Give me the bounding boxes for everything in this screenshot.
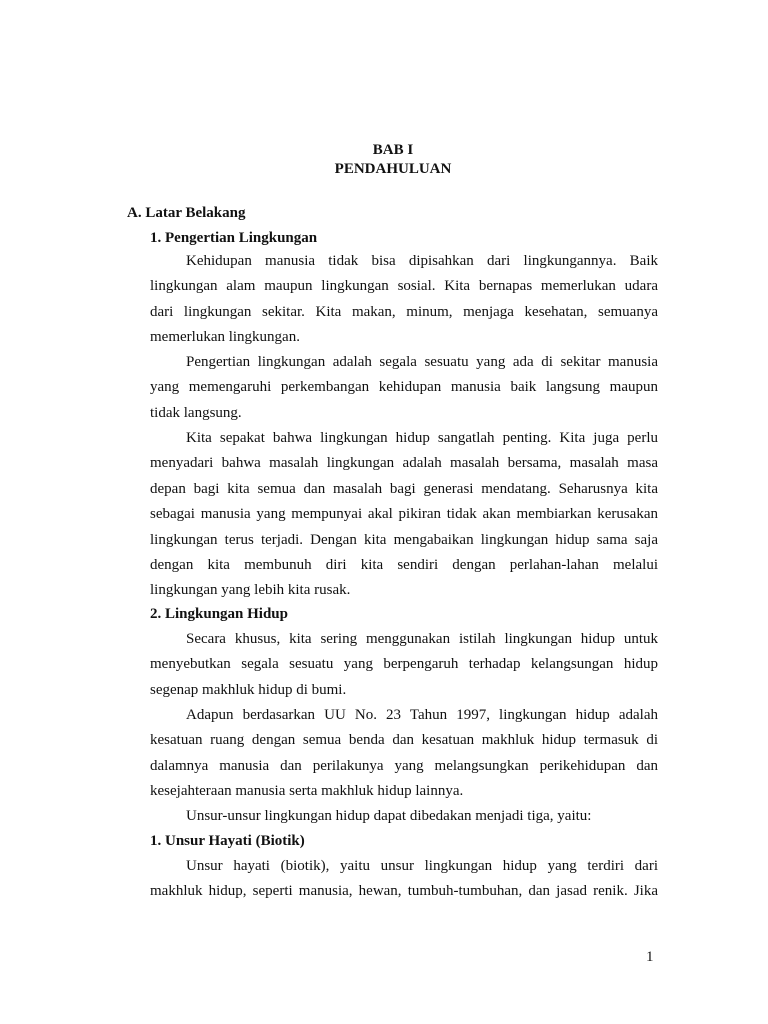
- text-line: lingkungan yang lebih kita rusak.: [150, 582, 351, 599]
- text-line: Kehidupan manusia tidak bisa dipisahkan dari lingkungannya. Baik: [186, 253, 658, 269]
- chapter-heading: [0, 141, 768, 179]
- paragraph: [150, 426, 658, 604]
- page-number: 1: [646, 949, 654, 965]
- paragraph: [150, 703, 658, 805]
- text-line: Unsur hayati (biotik), yaitu unsur lingkungan hidup yang terdiri dari: [186, 858, 658, 874]
- text-line: segenap makhluk hidup di bumi.: [150, 681, 347, 698]
- paragraph: [150, 804, 658, 829]
- text-line: menyebutkan segala sesuatu yang berpengaruh terhadap kelangsungan hidup: [150, 656, 658, 673]
- subsection-heading: 2. Lingkungan Hidup: [150, 606, 288, 622]
- text-line: makhluk hidup, seperti manusia, hewan, tumbuh-tumbuhan, dan jasad renik. Jika: [150, 883, 658, 900]
- text-line: dari lingkungan sekitar. Kita makan, minum, menjaga kesehatan, semuanya: [150, 303, 658, 320]
- text-line: yang memengaruhi perkembangan kehidupan manusia baik langsung maupun: [150, 379, 658, 396]
- text-line: lingkungan terus terjadi. Dengan kita mengabaikan lingkungan hidup sama saja: [150, 531, 658, 548]
- text-line: memerlukan lingkungan.: [150, 329, 300, 346]
- chapter-number: BAB I: [372, 142, 414, 158]
- text-line: Pengertian lingkungan adalah segala sesuatu yang ada di sekitar manusia: [186, 354, 658, 370]
- text-line: sebagai manusia yang mempunyai akal pikiran tidak akan membiarkan kerusakan: [150, 506, 658, 523]
- text-line: kesatuan ruang dengan semua benda dan kesatuan makhluk hidup termasuk di: [150, 732, 658, 749]
- text-line: depan bagi kita semua dan masalah bagi generasi mendatang. Seharusnya kita: [150, 480, 658, 497]
- chapter-title: PENDAHULUAN: [334, 161, 452, 177]
- text-line: Unsur-unsur lingkungan hidup dapat dibedakan menjadi tiga, yaitu:: [186, 808, 592, 824]
- text-line: lingkungan alam maupun lingkungan sosial. Kita bernapas memerlukan udara: [150, 278, 658, 295]
- section-heading: A. Latar Belakang: [127, 205, 246, 221]
- subsection-heading: 1. Unsur Hayati (Biotik): [150, 833, 305, 849]
- text-line: dalamnya manusia dan perilakunya yang melangsungkan perikehidupan dan: [150, 757, 658, 774]
- text-line: kesejahteraan manusia serta makhluk hidup lainnya.: [150, 783, 464, 800]
- paragraph: [150, 249, 658, 351]
- text-line: Kita sepakat bahwa lingkungan hidup sangatlah penting. Kita juga perlu: [186, 430, 658, 446]
- paragraph: [150, 350, 658, 426]
- subsection-heading: 1. Pengertian Lingkungan: [150, 230, 318, 246]
- paragraph: [150, 854, 658, 905]
- text-line: tidak langsung.: [150, 404, 242, 421]
- text-line: Adapun berdasarkan UU No. 23 Tahun 1997, lingkungan hidup adalah: [186, 707, 658, 723]
- text-line: Secara khusus, kita sering menggunakan istilah lingkungan hidup untuk: [186, 631, 658, 647]
- paragraph: [150, 627, 658, 703]
- text-line: dengan kita membunuh diri kita sendiri dengan perlahan-lahan melalui: [150, 556, 658, 573]
- text-line: menyadari bahwa masalah lingkungan adalah masalah bersama, masalah masa: [150, 455, 658, 472]
